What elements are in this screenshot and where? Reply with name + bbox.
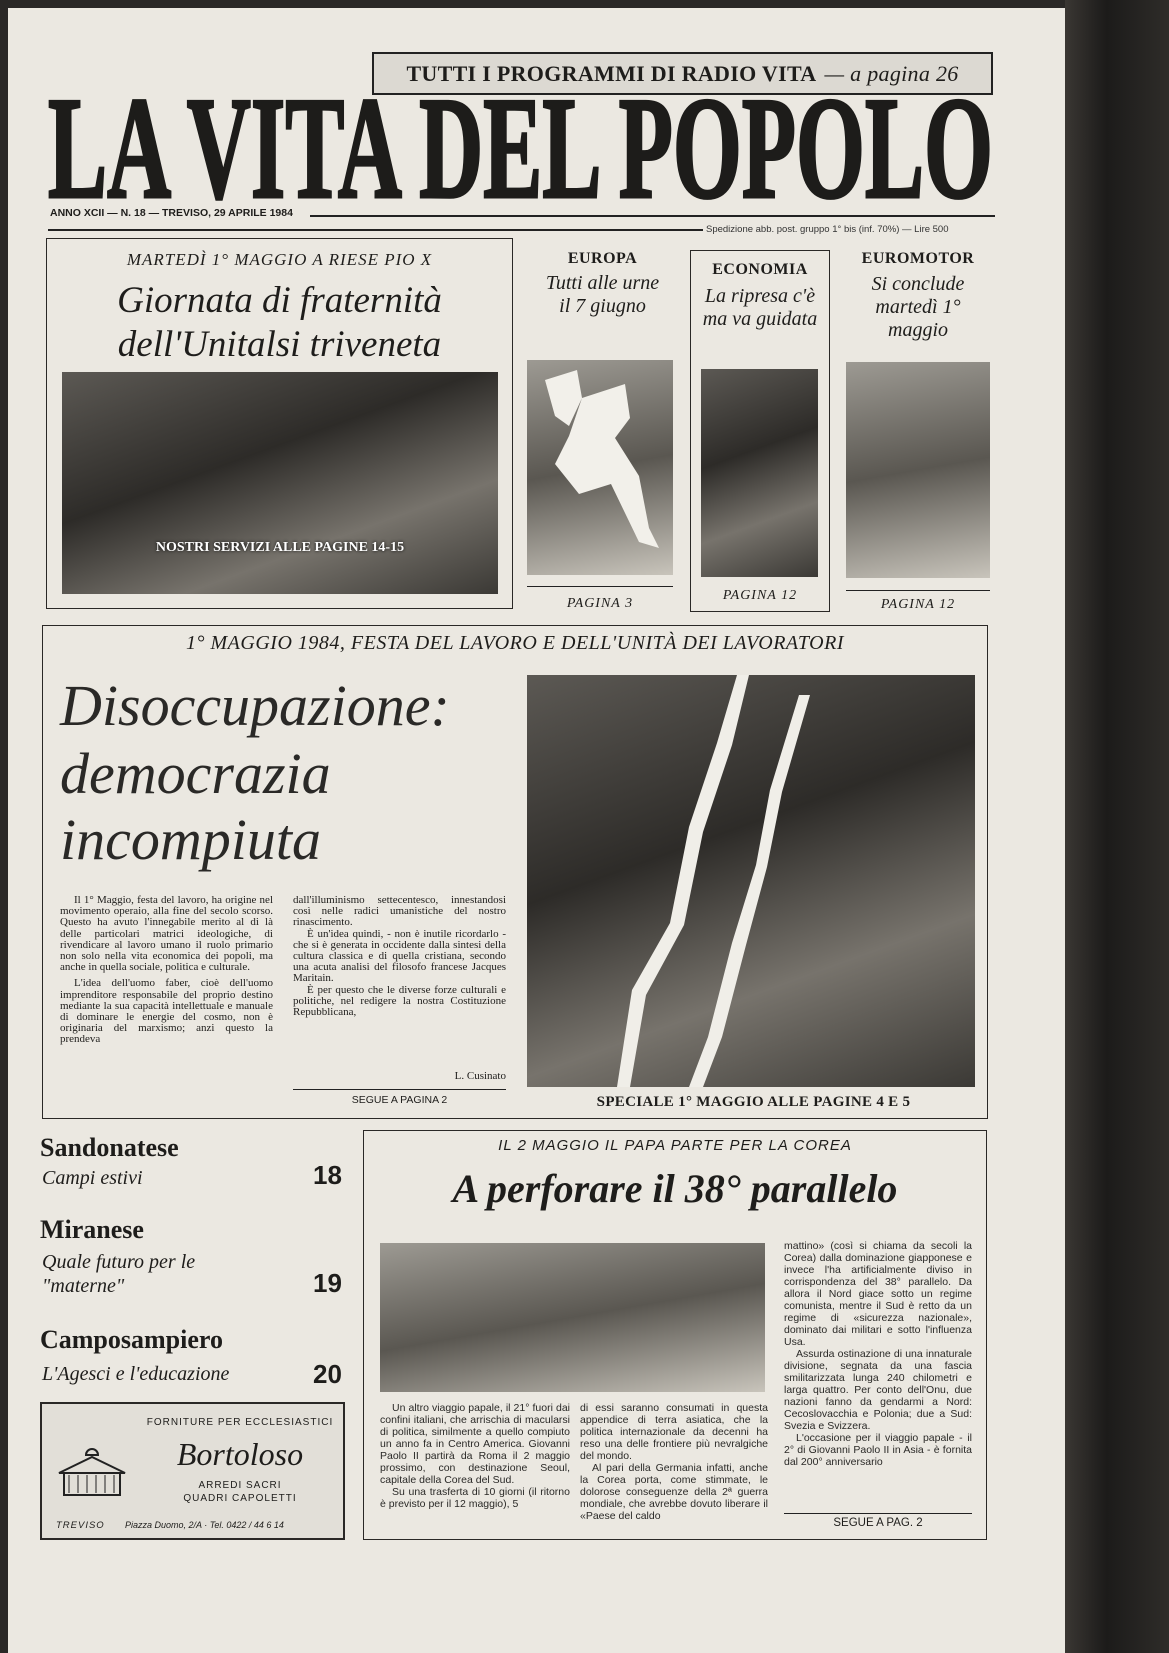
index-place: Miranese bbox=[40, 1215, 144, 1244]
lead-column-1 bbox=[60, 895, 273, 1046]
binding-edge bbox=[1065, 0, 1169, 1653]
paragraph: dall'illuminismo settecentesco, innestandosi così nelle radici umanistiche del nostro rinascimento. bbox=[293, 894, 506, 929]
ad-brand: Bortoloso bbox=[176, 1436, 304, 1472]
masthead-title: LA VITA DEL POPOLO bbox=[48, 97, 993, 205]
paragraph: L'occasione per il viaggio papale - il 2° di Giovanni Paolo II in Asia - è fornita dal 200° anniversario bbox=[784, 1432, 972, 1468]
banner-text: TUTTI I PROGRAMMI DI RADIO VITA bbox=[406, 60, 817, 86]
factory-photo bbox=[701, 369, 818, 577]
masthead bbox=[48, 97, 995, 205]
index-topic: L'Agesci e l'educazione bbox=[42, 1363, 230, 1385]
europe-map-image bbox=[527, 360, 673, 575]
photo-caption: SPECIALE 1° MAGGIO ALLE PAGINE 4 E 5 bbox=[596, 1094, 911, 1110]
economia-headline: La ripresa c'è ma va guidata bbox=[702, 285, 818, 330]
lead-headline: democrazia bbox=[60, 741, 331, 806]
paragraph: Su una trasferta di 10 giorni (il ritorno è previsto per il 12 maggio), 5 bbox=[380, 1486, 570, 1510]
divider bbox=[310, 215, 995, 217]
paragraph: Al pari della Germania infatti, anche la Corea porta, come stimmate, le dolorose conseguenze della 2ª guerra mondiale, che avrebbe dovuto liberare il «Paese del caldo bbox=[580, 1462, 768, 1522]
crowd-photo bbox=[62, 372, 498, 594]
europa-page-ref: PAGINA 3 bbox=[566, 596, 634, 611]
author: L. Cusinato bbox=[454, 1070, 506, 1082]
church-icon bbox=[54, 1445, 130, 1500]
divider bbox=[293, 1089, 506, 1090]
lead-headline: Disoccupazione: bbox=[60, 673, 450, 738]
index-place: Sandonatese bbox=[40, 1133, 179, 1162]
paragraph: di essi saranno consumati in questa appendice di terra asiatica, che la politica internazionale da decenni ha reso una delle frontiere più nevralgiche del mondo. bbox=[580, 1402, 768, 1462]
lead-column-2 bbox=[293, 895, 506, 1018]
divider bbox=[784, 1513, 972, 1514]
unitalsi-headline: Giornata di fraternità bbox=[117, 280, 442, 321]
paragraph: mattino» (così si chiama da secoli la Corea) dalla dominazione giapponese e invece l'ha artificialmente diviso in corrispondenza del 38° parallelo. Da allora il Nord giace sotto un regime comunista, mentre il Sud è retto da un regime di «sicurezza nazionale», dominato dai militari e sotto l'influenza Usa. bbox=[784, 1240, 972, 1348]
korea-protest-photo bbox=[380, 1243, 765, 1392]
index-page[interactable]: 18 bbox=[313, 1160, 342, 1190]
economia-page-ref: PAGINA 12 bbox=[722, 588, 798, 603]
paragraph: Assurda ostinazione di una innaturale divisione, segnata da una fascia smilitarizzata lunga 240 chilometri e larga quattro. Per conto dell'Onu, due nazioni fanno da gendarmi a Nord: Cecoslovacchia e Polonia; due a Sud: Svezia e Svizzera. bbox=[784, 1348, 972, 1432]
europa-section: EUROPA bbox=[567, 250, 638, 267]
divider bbox=[846, 590, 990, 591]
paragraph: È per questo che le diverse forze culturali e politiche, nel redigere la nostra Costituzione Repubblicana, bbox=[293, 983, 506, 1019]
europe-map-icon bbox=[527, 360, 673, 575]
index-page[interactable]: 20 bbox=[313, 1359, 342, 1389]
radio-banner bbox=[372, 52, 993, 95]
lead-kicker: 1° MAGGIO 1984, FESTA DEL LAVORO E DELL'UNITÀ DEI LAVORATORI bbox=[186, 632, 844, 654]
euromotor-headline: Si conclude martedì 1° maggio bbox=[871, 273, 965, 341]
ad-address: Piazza Duomo, 2/A · Tel. 0422 / 44 6 14 bbox=[125, 1520, 284, 1530]
speaker-photo bbox=[846, 362, 990, 578]
banner-suffix: — a pagina 26 bbox=[824, 60, 959, 86]
pope-headline: A perforare il 38° parallelo bbox=[452, 1166, 898, 1211]
ad-line: QUADRI CAPOLETTI bbox=[183, 1493, 297, 1504]
photo-caption: NOSTRI SERVIZI ALLE PAGINE 14-15 bbox=[155, 540, 405, 555]
pope-column-2 bbox=[580, 1402, 768, 1522]
dateline: ANNO XCII — N. 18 — TREVISO, 29 APRILE 1984 bbox=[50, 207, 293, 219]
index-topic: Campi estivi bbox=[42, 1167, 143, 1189]
paragraph: È un'idea quindi, - non è inutile ricordarlo - che si è generata in occidente dalla sintesi della cultura classica e di quella cristiana, secondo una acuta analisi del filosofo francese Jacques Maritain. bbox=[293, 927, 506, 985]
divider bbox=[48, 229, 703, 231]
paragraph: L'idea dell'uomo faber, cioè dell'uomo imprenditore responsabile del proprio destino mediante la sua capacità intellettuale e manuale di dominare le energie del cosmo, non è originaria del marxismo; anzi questo la prendeva bbox=[60, 977, 273, 1046]
lead-headline: incompiuta bbox=[60, 807, 321, 872]
ad-tagline: FORNITURE PER ECCLESIASTICI bbox=[146, 1417, 334, 1428]
workers-march-photo bbox=[527, 675, 975, 1087]
index-place: Camposampiero bbox=[40, 1325, 223, 1354]
euromotor-section: EUROMOTOR bbox=[861, 250, 975, 267]
unitalsi-headline: dell'Unitalsi triveneta bbox=[117, 324, 442, 365]
torn-paper-icon bbox=[527, 675, 975, 1087]
euromotor-page-ref: PAGINA 12 bbox=[880, 597, 956, 612]
pope-kicker: IL 2 MAGGIO IL PAPA PARTE PER LA COREA bbox=[498, 1137, 852, 1154]
continued-link[interactable]: SEGUE A PAGINA 2 bbox=[351, 1094, 448, 1106]
europa-headline: Tutti alle urne il 7 giugno bbox=[545, 272, 660, 317]
postal-info: Spedizione abb. post. gruppo 1° bis (inf. 70%) — Lire 500 bbox=[706, 224, 949, 235]
index-topic: Quale futuro per le "materne" bbox=[42, 1251, 196, 1297]
pope-column-1 bbox=[380, 1402, 570, 1510]
paragraph: Il 1° Maggio, festa del lavoro, ha origine nel movimento operaio, alla fine del secolo scorso. Questo ha avuto l'innegabile merito al di là delle particolari matrici ideologiche, di rivendicare al lavoro umano il ruolo primario non solo nella vita economica dei popoli, ma anche in quella sociale, politica e culturale. bbox=[60, 894, 273, 974]
ad-city: TREVISO bbox=[56, 1520, 105, 1531]
index-page[interactable]: 19 bbox=[313, 1268, 342, 1298]
unitalsi-kicker: MARTEDÌ 1° MAGGIO A RIESE PIO X bbox=[126, 250, 433, 269]
economia-section: ECONOMIA bbox=[712, 261, 808, 278]
paragraph: Un altro viaggio papale, il 21° fuori dai confini italiani, che arrischia di macularsi di politica, similmente a quello compiuto un anno fa in Centro America. Giovanni Paolo II partirà da Roma il 2 maggio prossimo, con destinazione Seoul, capitale della Corea del Sud. bbox=[380, 1402, 570, 1486]
divider bbox=[527, 586, 673, 587]
pope-column-3 bbox=[784, 1240, 972, 1468]
continued-link[interactable]: SEGUE A PAG. 2 bbox=[833, 1517, 923, 1529]
ad-line: ARREDI SACRI bbox=[198, 1480, 282, 1491]
